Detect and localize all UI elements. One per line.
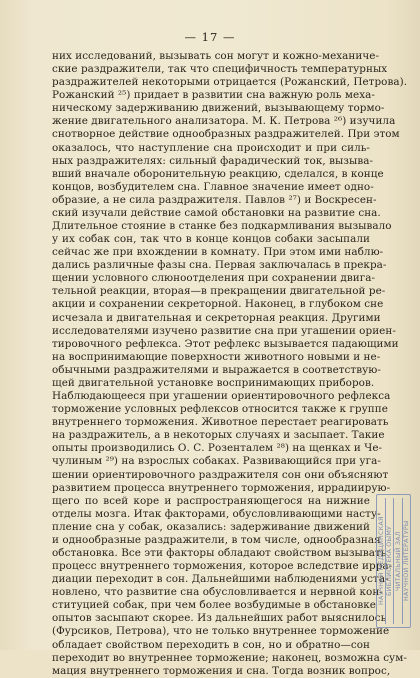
text-line: ский изучали действие самой обстановки на развитие сна. (52, 207, 370, 220)
text-line: акции и сохранении секреторной. Наконец, в глубоком сне (52, 298, 370, 311)
text-line: ных раздражителях: сильный фарадический ток, вызыва- (52, 155, 370, 168)
text-line: исследователями изучено развитие сна при угашении ориен- (52, 325, 370, 338)
text-line: щении условного слюноотделения при сохранении двига- (52, 272, 370, 285)
text-line: опытов засыпают скорее. Из дальнейших работ выяснилось (52, 612, 370, 625)
text-line: на воспринимающие поверхности животного новыми и не- (52, 351, 370, 364)
text-line: на раздражитель, а в некоторых случаях и засыпает. Такие (52, 429, 370, 442)
text-line: них исследований, вызывать сон могут и кожно-механиче- (52, 50, 370, 63)
text-line: новлено, что развитие сна обусловливается и нервной кон- (52, 586, 370, 599)
text-line: раздражителей некоторыми отрицается (Рожанский, Петрова). (52, 76, 370, 89)
stamp-line-4: НАУЧНОЙ ЛИТЕРАТУРЫ (402, 495, 410, 627)
page-number: — 17 — (0, 30, 420, 44)
text-line: отделы мозга. Итак факторами, обусловливающими насту- (52, 508, 370, 521)
text-line: внутреннего торможения. Животное перестает реагировать (52, 416, 370, 429)
text-line: щего по всей коре и распространяющегося на нижние (52, 495, 370, 508)
text-line: сейчас же при вхождении в комнату. При этом ими наблю- (52, 246, 370, 259)
text-line: снотворное действие однообразных раздражителей. При этом (52, 128, 370, 141)
library-stamp (376, 494, 411, 628)
text-line: шении ориентировочного раздражителя сон они объясняют (52, 469, 370, 482)
text-line: Наблюдающееся при угашении ориентировочного рефлекса (52, 390, 370, 403)
text-line: дались различные фазы сна. Первая заключалась в прекра- (52, 259, 370, 272)
text-line: концов, возбудителем сна. Главное значение имеет одно- (52, 181, 370, 194)
text-line: ституцией собак, при чем более возбудимые в обстановке (52, 599, 370, 612)
text-line: развитием процесса внутреннего торможения, иррадиирую- (52, 482, 370, 495)
text-line: образие, а не сила раздражителя. Павлов ²⁷) и Воскресен- (52, 194, 370, 207)
stamp-line-3: ЧИТАЛЬНЫЙ ЗАЛ (394, 495, 402, 627)
text-line: тировочного рефлекса. Этот рефлекс вызывается падающими (52, 338, 370, 351)
text-line: тельной реакции, вторая—в прекращении двигательной ре- (52, 285, 370, 298)
text-line: ническому задерживанию движений, вызывающему тормо- (52, 102, 370, 115)
text-line: процесс внутреннего торможения, которое вследствие ирра- (52, 560, 370, 573)
text-line: обычными раздражителями и выражается в соответствую- (52, 364, 370, 377)
text-line: опыты производились О. С. Розенталем ²⁸) на щенках и Че- (52, 442, 370, 455)
text-line: диации переходит в сон. Дальнейшими наблюдениями уста- (52, 573, 370, 586)
text-line: вший вначале оборонительную реакцию, сделался, в конце (52, 168, 370, 181)
text-line: Рожанский ²⁵) придает в развитии сна важную роль меха- (52, 89, 370, 102)
text-line: мация внутреннего торможения и сна. Тогда возник вопрос, (52, 665, 370, 678)
text-line: оказалось, что наступление сна происходит и при силь- (52, 142, 370, 155)
body-text (52, 50, 370, 678)
text-line: Длительное стояние в станке без подкармливания вызывало (52, 220, 370, 233)
text-line: жение двигательного анализатора. М. К. Петрова ²⁶) изучила (52, 115, 370, 128)
text-line: чулиным ²⁹) на взрослых собаках. Развивающийся при уга- (52, 455, 370, 468)
text-line: исчезала и двигательная и секреторная реакция. Другими (52, 312, 370, 325)
text-line: торможение условных рефлексов относится также к группе (52, 403, 370, 416)
text-line: (Фурсиков, Петрова), что не только внутреннее торможение (52, 625, 370, 638)
text-line: пление сна у собак, оказались: задерживание движений (52, 521, 370, 534)
stamp-line-1: НАУЧНАЯ МЕДИЦИНСКАЯ (377, 495, 385, 627)
text-line: обладает свойством переходить в сон, но и обратно—сон (52, 639, 370, 652)
text-line: переходит во внутреннее торможение; наконец, возможна сум- (52, 652, 370, 665)
stamp-line-2: БИБЛИОТЕКА ОЫМУ (385, 495, 393, 627)
text-line: щей двигательной установке воспринимающих приборов. (52, 377, 370, 390)
text-line: ские раздражители, так что специфичность температурных (52, 63, 370, 76)
text-line: у их собак сон, так что в конце концов собаки засыпали (52, 233, 370, 246)
text-line: обстановка. Все эти факторы обладают свойством вызывать (52, 547, 370, 560)
text-line: и однообразные раздражители, в том числе, однообразная (52, 534, 370, 547)
